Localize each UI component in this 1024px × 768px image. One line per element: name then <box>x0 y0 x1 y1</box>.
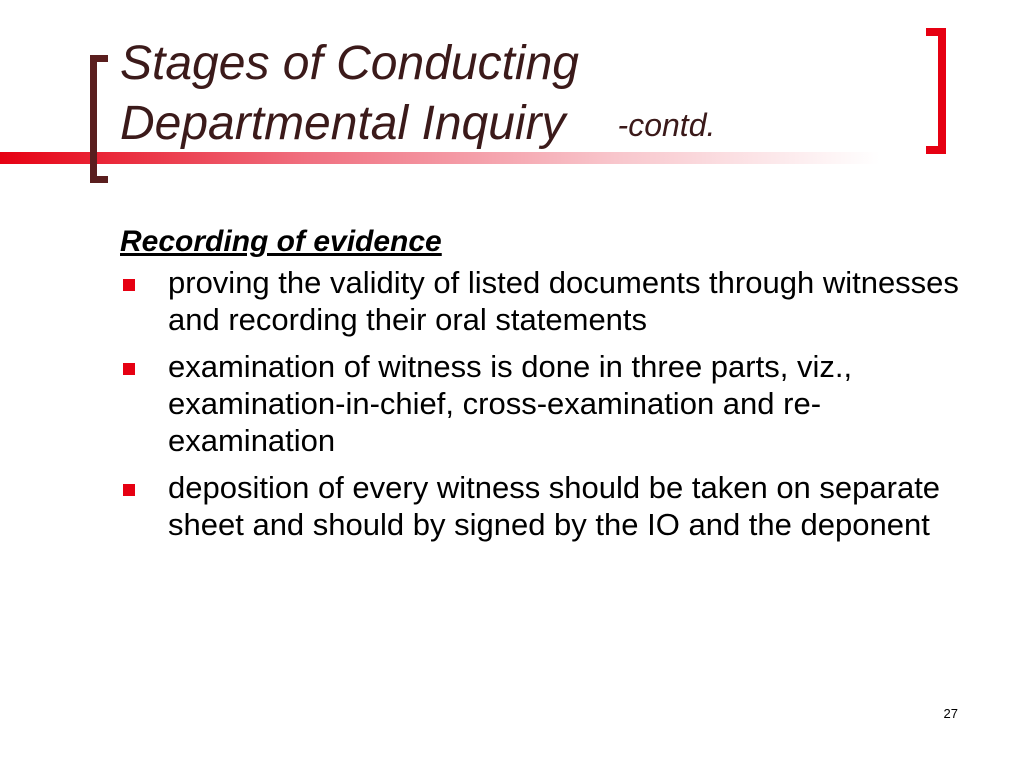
right-bracket-decoration <box>926 28 946 154</box>
left-bracket-decoration <box>90 55 108 183</box>
slide-body <box>120 222 960 553</box>
bullet-item <box>120 264 960 338</box>
square-bullet-icon <box>123 279 135 291</box>
page-number: 27 <box>943 706 958 721</box>
title-contd-suffix: -contd. <box>617 107 716 143</box>
title-line-2-text: Departmental Inquiry <box>120 97 566 150</box>
bullet-text: deposition of every witness should be taken on separate sheet and should by signed by the IO and the deponent <box>168 470 941 542</box>
bullet-text: proving the validity of listed documents through witnesses and recording their oral statements <box>168 265 959 337</box>
slide-title <box>120 34 715 158</box>
square-bullet-icon <box>123 484 135 496</box>
section-heading: Recording of evidence <box>120 225 442 258</box>
bullet-item <box>120 469 960 543</box>
title-line-1: Stages of Conducting <box>120 37 579 90</box>
title-line-2 <box>120 94 715 158</box>
square-bullet-icon <box>123 363 135 375</box>
bullet-text: examination of witness is done in three parts, viz., examination-in-chief, cross-examination and re-examination <box>168 349 853 458</box>
bullet-item <box>120 348 960 459</box>
bullet-list <box>120 264 960 543</box>
